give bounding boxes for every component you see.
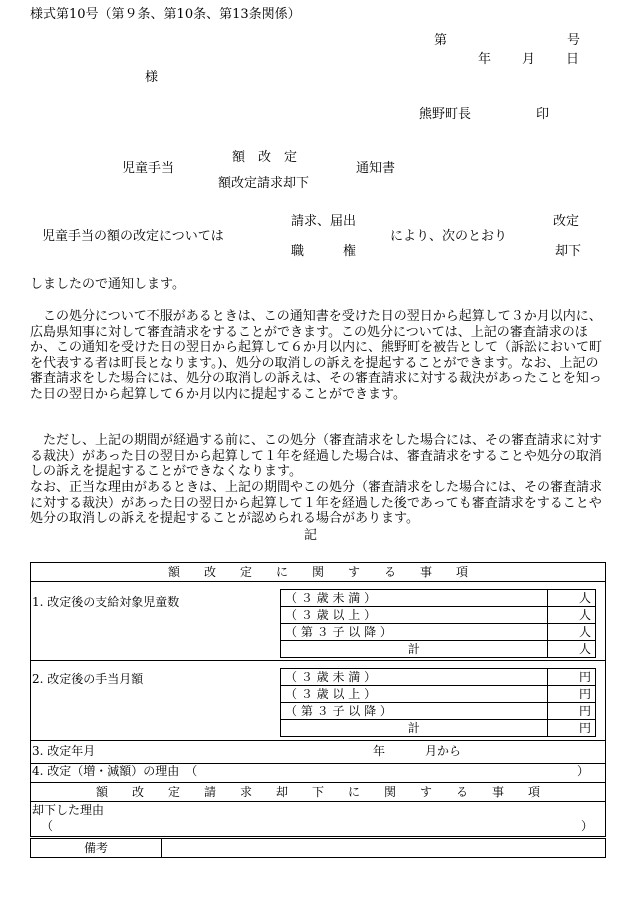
notice-paragraph-3: なお、正当な理由があるときは、上記の期間やこの処分（審査請求をした場合には、その審査請求に対する裁決）があった日の翌日から起算して１年を経過した後であっても審査請求をすることや処分の取消しの訴えを提起することが認められる場合があります。 [30,480,603,527]
date-month: 月 [522,52,536,67]
item3-year: 年 [373,744,386,758]
monthly-amount-subtable [280,668,596,737]
count-over3-label: （ ３ 歳 以 上 ） [281,607,548,624]
section-header-rejection: 額 改 定 請 求 却 下 に 関 す る 事 項 [31,783,606,802]
amount-over3-label: （ ３ 歳 以 上 ） [281,686,548,703]
item3-label: 3. 改定年月 [32,744,96,758]
amount-third-unit: 円 [547,703,595,720]
amount-under3-label: （ ３ 歳 未 満 ） [281,669,548,686]
date-day: 日 [566,52,580,67]
reject-close: ） [581,819,594,833]
body-option-ex-officio: 職 権 [291,244,357,259]
number-suffix: 号 [567,33,581,48]
count-over3-unit: 人 [547,607,595,624]
reject-label: 却下した理由 [32,803,105,817]
title-left: 児童手当 [122,161,175,176]
item2-label: 2. 改定後の手当月額 [32,672,144,686]
amount-third-label: （ 第 ３ 子 以 降 ） [281,703,548,720]
count-total-unit: 人 [547,641,595,658]
count-under3-unit: 人 [547,590,595,607]
item1-label: 1. 改定後の支給対象児童数 [32,595,180,609]
number-prefix: 第 [434,33,448,48]
notice-paragraph-1: この処分について不服があるときは、この通知書を受けた日の翌日から起算して３か月以内に、広島県知事に対して審査請求をすることができます。この処分については、上記の審査請求のほか、この通知を受けた日の翌日から起算して６か月以内に、熊野町を被告として（訴訟において町を代表する者は町長となります。)、処分の取消しの訴えを提起することができます。なお、上記の審査請求をした場合には、処分の取消しの訴えは、その審査請求に対する裁決があったことを知った日の翌日から起算して６か月以内に提起することができます。 [30,309,603,402]
remarks-table [30,838,606,858]
section-header-revision: 額 改 定 に 関 す る 事 項 [31,563,606,582]
title-right: 通知書 [356,161,396,176]
remarks-label: 備考 [31,839,162,858]
form-number: 様式第10号（第９条、第10条、第13条関係） [30,7,301,22]
title-option-revision: 額 改 定 [232,150,298,165]
count-total-label: 計 [281,641,548,658]
body-option-revise: 改定 [553,214,580,229]
issuer: 熊野町長 [419,107,472,122]
recipient-honorific: 様 [145,70,159,85]
date-year: 年 [478,52,492,67]
title-option-rejection: 額改定請求却下 [218,176,310,191]
remarks-field[interactable] [162,839,606,858]
amount-total-label: 計 [281,720,548,737]
count-under3-label: （ ３ 歳 未 満 ） [281,590,548,607]
body-option-reject: 却下 [555,244,582,259]
item3-month: 月から [425,744,462,758]
child-count-subtable [280,589,596,658]
amount-under3-unit: 円 [547,669,595,686]
count-third-unit: 人 [547,624,595,641]
notice-paragraph-2: ただし、上記の期間が経過する前に、この処分（審査請求をした場合には、その審査請求に対する裁決）があった日の翌日から起算して１年を経過した場合は、審査請求をすることや処分の取消しの訴えを提起することができなくなります。 [30,433,603,480]
item-revision-month [31,741,606,778]
count-third-label: （ 第 ３ 子 以 降 ） [281,624,548,641]
amount-over3-unit: 円 [547,686,595,703]
body-line-b: しましたので通知します。 [30,277,185,292]
body-option-request: 請求、届出 [291,214,357,229]
ki-heading: 記 [304,528,318,543]
body-line-a: 児童手当の額の改定については [42,229,224,244]
reject-open: （ [41,819,54,833]
amount-total-unit: 円 [547,720,595,737]
seal-mark: 印 [536,107,550,122]
reject-reason-cell [31,802,606,837]
item4-label: 4. 改定（増・減額）の理由 （ [32,764,198,778]
item4-close: ） [577,764,590,778]
body-mid: により、次のとおり [390,229,508,244]
